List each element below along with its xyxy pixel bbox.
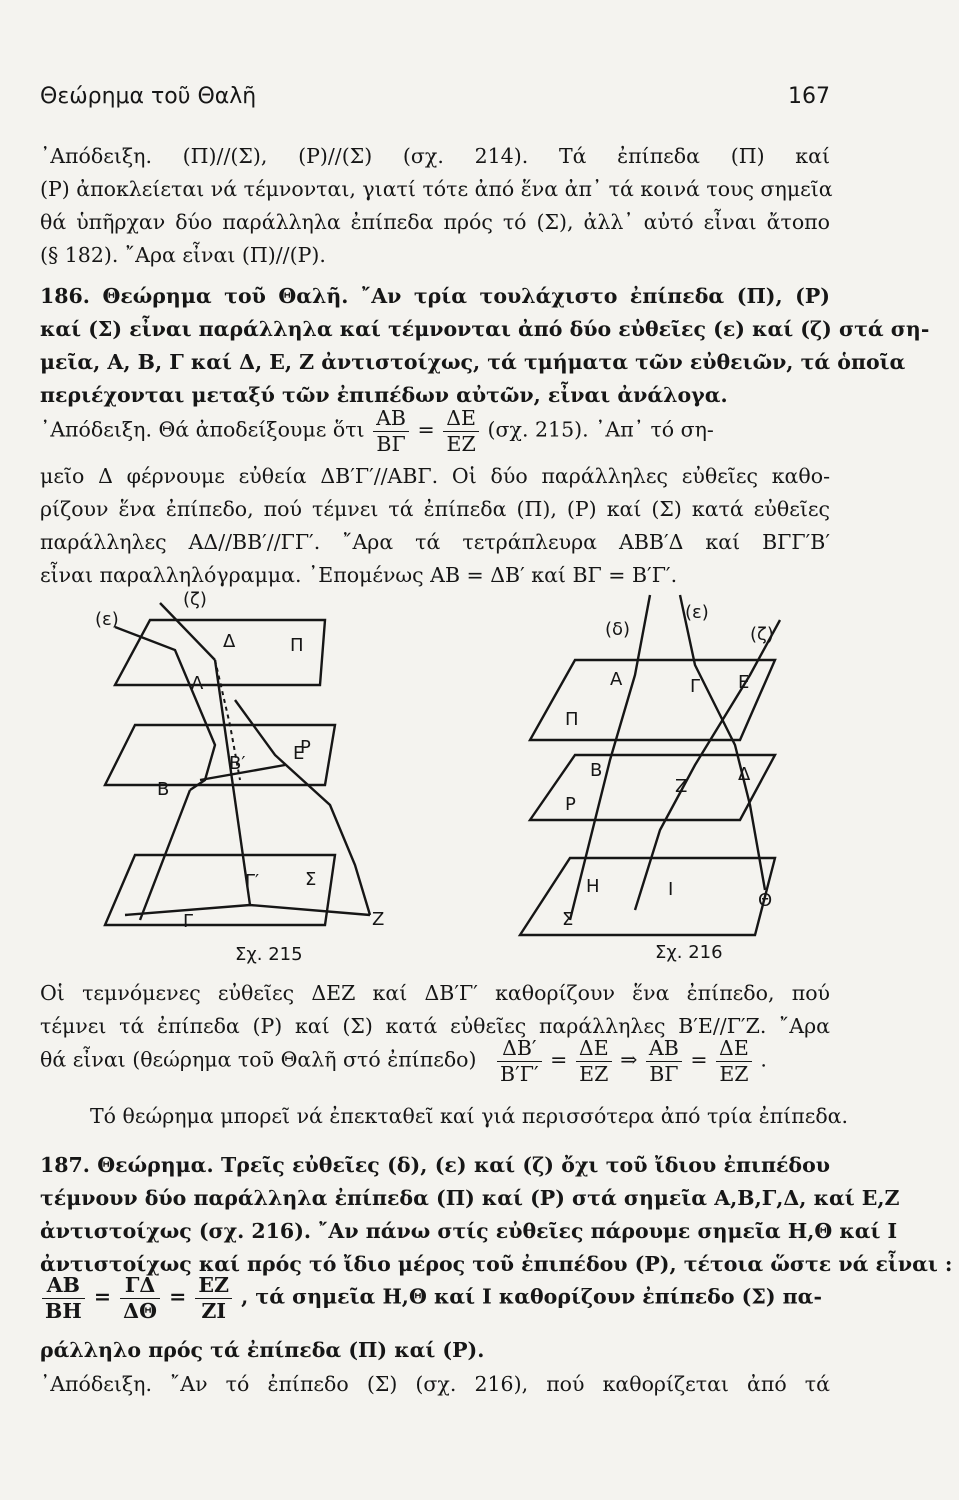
label-a-216: Α xyxy=(610,669,623,690)
label-z-216: Ζ xyxy=(675,776,688,797)
fraction-de-ez: $\frac{\Delta E}{EZ}$ xyxy=(443,406,479,456)
fraction-ez-zi: $\frac{EZ}{ZI}$ xyxy=(195,1273,232,1323)
after-line-1: Οἱ τεμνόμενες εὐθεῖες ΔΕΖ καί ΔΒ′Γ′ καθορίζουν ἕνα ἐπίπεδο, πού xyxy=(40,981,830,1005)
proof1-line-4: (§ 182). ῎Αρα εἶναι (Π)//(Ρ). xyxy=(40,243,326,267)
label-b-216: Β xyxy=(590,760,603,781)
label-a: Α xyxy=(191,673,204,694)
label-pi-216: Π xyxy=(565,709,579,730)
proof186-line-4: παράλληλες ΑΔ//ΒΒ′//ΓΓ′. ῎Αρα τά τετράπλευρα ΑΒΒ′Δ καί ΒΓΓ′Β′ xyxy=(40,530,830,554)
fraction-ab-bg: $\frac{AB}{B\Gamma}$ xyxy=(373,406,409,456)
label-h: Η xyxy=(586,876,600,897)
line-zeta-top xyxy=(160,603,215,660)
label-d-216: Δ xyxy=(738,764,751,785)
fraction-ab-bg-2: $\frac{AB}{B\Gamma}$ xyxy=(646,1036,682,1086)
label-zeta: (ζ) xyxy=(183,589,207,610)
label-g-216: Γ xyxy=(690,676,701,697)
after-line-2: τέμνει τά ἐπίπεδα (Ρ) καί (Σ) κατά εὐθεῖες παράλληλες Β′Ε//Γ′Ζ. ῎Αρα xyxy=(40,1014,830,1038)
thm186-line-1: 186. Θεώρημα τοῦ Θαλῆ. ῎Αν τρία τουλάχιστο ἐπίπεδα (Π), (Ρ) xyxy=(40,284,830,308)
proof186-first-line: ᾿Απόδειξη. Θά ἀποδείξουμε ὅτι $\frac{AB}{B\Gamma}$ = $\frac{\Delta E}{EZ}$ (σχ. 215). ᾿Απ᾿ τό ση- xyxy=(40,406,714,456)
extension-line: Τό θεώρημα μπορεῖ νά ἐπεκταθεῖ καί γιά περισσότερα ἀπό τρία ἐπίπεδα. xyxy=(90,1104,849,1128)
label-delta: (δ) xyxy=(605,619,631,640)
label-g: Γ xyxy=(183,911,194,932)
proof1-line-1: ᾿Απόδειξη. (Π)//(Σ), (Ρ)//(Σ) (σχ. 214). Τά ἐπίπεδα (Π) καί xyxy=(40,144,830,168)
label-pi: Π xyxy=(290,635,304,656)
proof186-intro: ᾿Απόδειξη. Θά ἀποδείξουμε ὅτι xyxy=(40,417,365,442)
thm187-ratio-line: $\frac{AB}{BH}$ = $\frac{\Gamma\Delta}{\Delta\Theta}$ = $\frac{EZ}{ZI}$ , τά σημεῖα Η,Θ καί Ι καθορίζουν ἐπίπεδο (Σ) πα- xyxy=(40,1273,822,1323)
label-i: Ι xyxy=(668,879,674,900)
line-epsilon xyxy=(115,627,215,790)
figure216-caption: Σχ. 216 xyxy=(655,942,723,963)
line-db-g xyxy=(215,660,250,905)
label-e: Ε xyxy=(293,743,305,764)
thales-equation-line: θά εἶναι (θεώρημα τοῦ Θαλῆ στό ἐπίπεδο) $\frac{\Delta B'}{B'\Gamma'}$ = $\frac{\Delta E}{EZ}$ ⇒ $\frac{AB}{B\Gamma}$ = $\frac{\Delta E}{EZ}$ . xyxy=(40,1036,767,1086)
fraction-ab-bh: $\frac{AB}{BH}$ xyxy=(42,1273,85,1323)
label-sigma-216: Σ xyxy=(562,909,574,930)
thm186-line-4: περιέχονται μεταξύ τῶν ἐπιπέδων αὐτῶν, εἶναι ἀνάλογα. xyxy=(40,383,728,407)
fraction-de-ez-3: $\frac{\Delta E}{EZ}$ xyxy=(716,1036,752,1086)
fraction-gd-dth: $\frac{\Gamma\Delta}{\Delta\Theta}$ xyxy=(120,1273,160,1323)
fraction-db-bg: $\frac{\Delta B'}{B'\Gamma'}$ xyxy=(497,1036,542,1086)
thm187-line-2: τέμνουν δύο παράλληλα ἐπίπεδα (Π) καί (Ρ) στά σημεῖα Α,Β,Γ,Δ, καί Ε,Ζ xyxy=(40,1186,900,1210)
thm186-line-2: καί (Σ) εἶναι παράλληλα καί τέμνονται ἀπό δύο εὐθεῖες (ε) καί (ζ) στά ση- xyxy=(40,317,930,341)
figure-216 xyxy=(510,590,810,970)
label-eps-216: (ε) xyxy=(685,602,709,623)
proof186-line-3: ρίζουν ἕνα ἐπίπεδο, πού τέμνει τά ἐπίπεδα (Π), (Ρ) καί (Σ) κατά εὐθεῖες xyxy=(40,497,830,521)
label-zeta-216: (ζ) xyxy=(750,624,774,645)
thm187-line-1: 187. Θεώρημα. Τρεῖς εὐθεῖες (δ), (ε) καί (ζ) ὄχι τοῦ ἴδιου ἐπιπέδου xyxy=(40,1153,830,1177)
label-d: Δ xyxy=(223,631,236,652)
label-z: Ζ xyxy=(372,909,385,930)
thm186-line-3: μεῖα, Α, Β, Γ καί Δ, Ε, Ζ ἀντιστοίχως, τά τμήματα τῶν εὐθειῶν, τά ὁποῖα xyxy=(40,350,906,374)
label-b: Β xyxy=(157,779,170,800)
figure215-caption: Σχ. 215 xyxy=(235,944,303,965)
thm187-line-4: ἀντιστοίχως καί πρός τό ἴδιο μέρος τοῦ ἐπιπέδου (Ρ), τέτοια ὥστε νά εἶναι : xyxy=(40,1252,953,1276)
label-g-prime: Γ′ xyxy=(245,871,260,892)
page-number: 167 xyxy=(788,84,830,109)
label-b-prime: Β′ xyxy=(229,753,246,774)
proof187-line: ᾿Απόδειξη. ῎Αν τό ἐπίπεδο (Σ) (σχ. 216), πού καθορίζεται ἀπό τά xyxy=(40,1372,830,1396)
proof1-line-3: θά ὑπῆρχαν δύο παράλληλα ἐπίπεδα πρός τό (Σ), ἀλλ᾿ αὐτό εἶναι ἄτοπο xyxy=(40,210,830,234)
label-rho: Ρ xyxy=(300,737,311,758)
line-zeta-216 xyxy=(635,620,780,910)
label-th: Θ xyxy=(758,890,773,911)
label-e-216: Ε xyxy=(738,672,750,693)
book-page xyxy=(40,0,953,1500)
label-rho-216: Ρ xyxy=(565,794,576,815)
line-delta xyxy=(570,595,650,920)
thm187-line-3: ἀντιστοίχως (σχ. 216). ῎Αν πάνω στίς εὐθεῖες πάρουμε σημεῖα Η,Θ καί Ι xyxy=(40,1219,898,1243)
plane-sigma-segments xyxy=(125,905,370,915)
proof186-line-5: εἶναι παραλληλόγραμμα. ᾿Επομένως ΑΒ = ΔΒ′ καί ΒΓ = Β′Γ′. xyxy=(40,563,678,587)
figure-215 xyxy=(95,585,425,970)
label-sigma: Σ xyxy=(305,869,317,890)
header-title: Θεώρημα τοῦ Θαλῆ xyxy=(40,84,257,109)
fraction-de-ez-2: $\frac{\Delta E}{EZ}$ xyxy=(576,1036,612,1086)
proof1-line-2: (Ρ) ἀποκλείεται νά τέμνονται, γιατί τότε ἀπό ἕνα ἀπ᾿ τά κοινά τους σημεῖα xyxy=(40,177,833,201)
label-eps: (ε) xyxy=(95,609,119,630)
proof186-line-2: μεῖο Δ φέρνουμε εὐθεία ΔΒ′Γ′//ΑΒΓ. Οἱ δύο παράλληλες εὐθεῖες καθο- xyxy=(40,464,830,488)
thm187-last-line: ράλληλο πρός τά ἐπίπεδα (Π) καί (Ρ). xyxy=(40,1338,485,1362)
